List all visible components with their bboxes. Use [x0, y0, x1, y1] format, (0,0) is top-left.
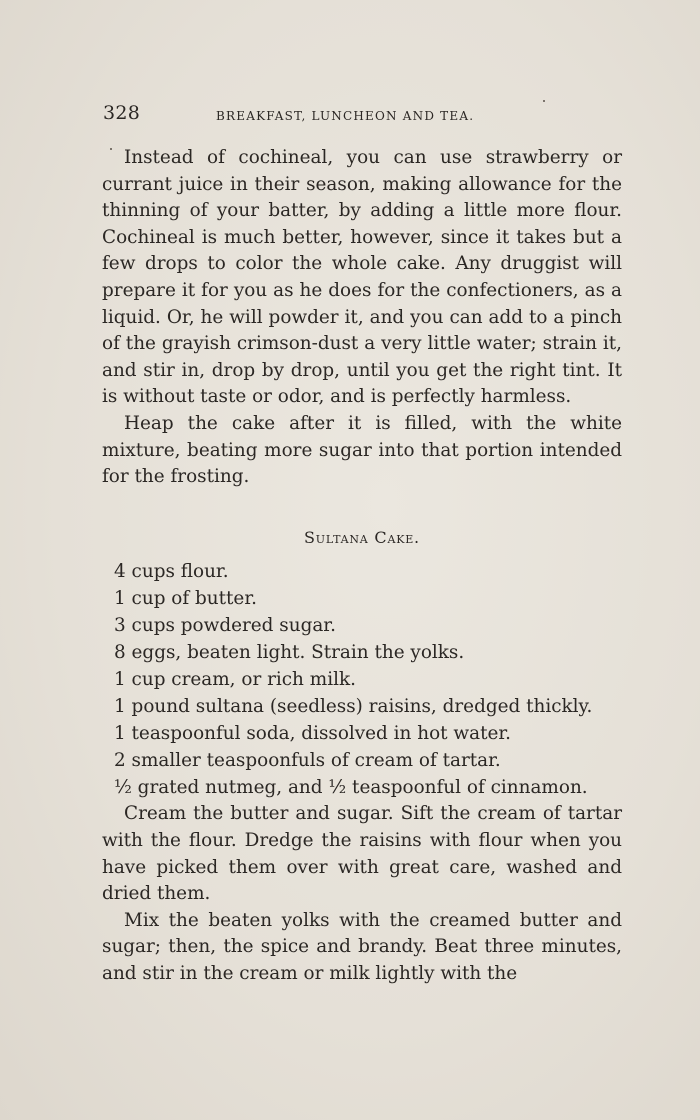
ingredient-item: 1 cup of butter. [114, 588, 257, 610]
ingredient-item: 2 smaller teaspoonfuls of cream of tartar. [114, 749, 501, 771]
ingredient-item: 4 cups flour. [114, 561, 229, 583]
ingredient-item: 1 pound sultana (seedless) raisins, dredged thickly. [114, 695, 593, 717]
paper-speck [110, 148, 112, 150]
ingredient-item: 1 cup cream, or rich milk. [114, 668, 356, 690]
paragraph-heap-cake: Heap the cake after it is filled, with the white mixture, beating more sugar into that portion intended for the frosting. [102, 412, 622, 488]
page-header [103, 102, 523, 124]
paragraph-cochineal: Instead of cochineal, you can use strawberry or currant juice in their season, making allowance for the thinning of your batter, by adding a little more flour. Cochineal is much better, however, since it takes but a few drops to color the whole cake. Any druggist will prepare it for you as he does for the confectioners, as a liquid. Or, he will powder it, and you can add to a pinch of the grayish crimson-dust a very little water; strain it, and stir in, drop by drop, until you get the right tint. It is without taste or odor, and is perfectly harmless. [102, 147, 622, 408]
ingredient-item: 3 cups powdered sugar. [114, 615, 336, 637]
page-body [102, 145, 622, 988]
page-number: 328 [103, 102, 141, 124]
running-head: BREAKFAST, LUNCHEON AND TEA. [216, 109, 475, 123]
ingredient-item: 1 teaspoonful soda, dissolved in hot water. [114, 722, 511, 744]
paragraph-cream-butter: Cream the butter and sugar. Sift the cream of tartar with the flour. Dredge the raisins with flour when you have picked them over with great care, washed and dried them. [102, 803, 622, 905]
paragraph-mix-yolks: Mix the beaten yolks with the creamed butter and sugar; then, the spice and brandy. Beat three minutes, and stir in the cream or milk lightly with the [102, 909, 622, 985]
ingredient-list [102, 559, 622, 801]
ingredient-item: ½ grated nutmeg, and ½ teaspoonful of cinnamon. [114, 776, 588, 798]
recipe-title: Sultana Cake. [304, 527, 420, 547]
ingredient-item: 8 eggs, beaten light. Strain the yolks. [114, 642, 465, 664]
paper-speck [543, 100, 545, 102]
